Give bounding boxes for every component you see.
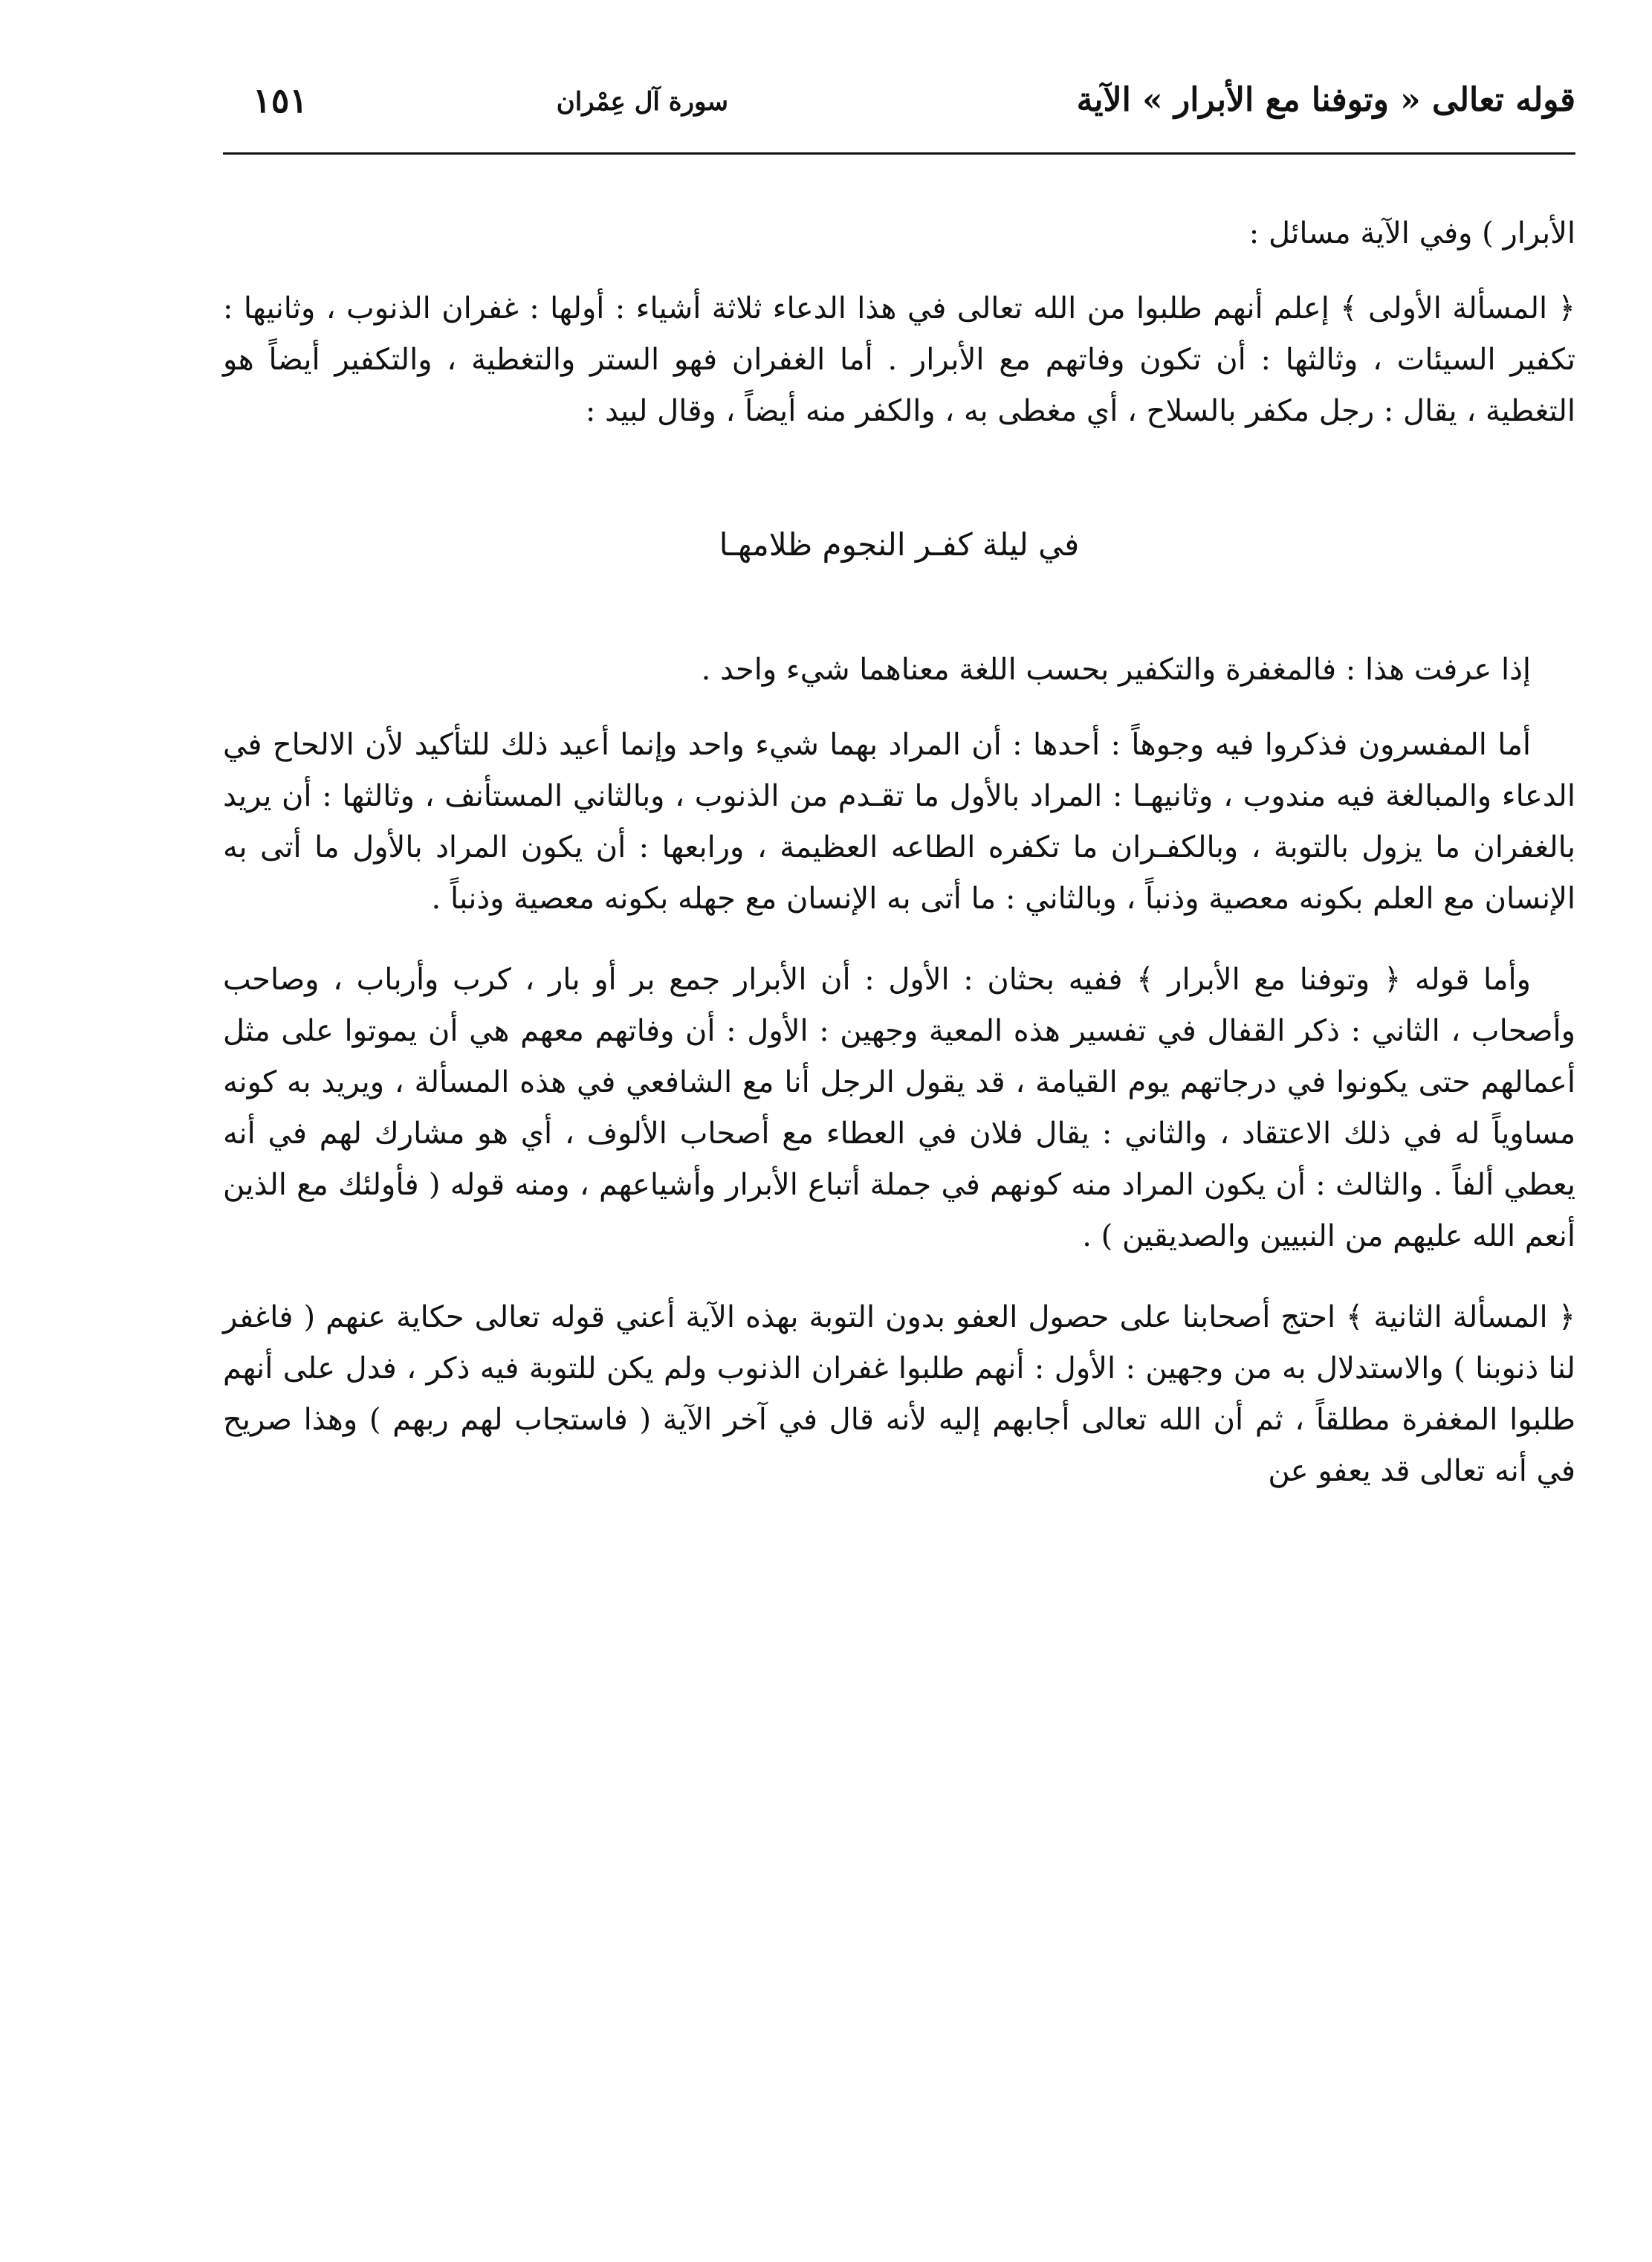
paragraph-commentators: أما المفسرون فذكروا فيه وجوهاً : أحدها : أن المراد بهما شيء واحد وإنما أعيد ذلك للتأكيد لأن الالحاح في الدعاء والمبالغة فيه مندوب ، وثانيهـا : المراد بالأول ما تقـدم من الذنوب ، وبالثاني المستأنف ، وثالثها : أن يريد بالغفران ما يزول بالتوبة ، وبالكفـران ما تكفره الطاعه العظيمة ، ورابعها : أن يكون المراد بالأول ما أتى به الإنسان مع العلم بكونه معصية وذنباً ، وبالثاني : ما أتى به الإنسان مع جهله بكونه معصية وذنباً .: [223, 728, 1575, 916]
paragraph-conclusion: إذا عرفت هذا : فالمغفرة والتكفير بحسب اللغة معناهما شيء واحد .: [701, 653, 1531, 687]
paragraph-righteous: وأما قوله ﴿ وتوفنا مع الأبرار ﴾ ففيه بحثان : الأول : أن الأبرار جمع بر أو بار ، كرب وأرباب ، وصاحب وأصحاب ، الثاني : ذكر القفال في تفسير هذه المعية وجهين : الأول : أن وفاتهم معهم هي أن يموتوا على مثل أعمالهم حتى يكونوا في درجاتهم يوم القيامة ، قد يقول الرجل أنا مع الشافعي في هذه المسألة ، ويريد به كونه مساوياً له في ذلك الاعتقاد ، والثاني : يقال فلان في العطاء مع أصحاب الألوف ، أي هو مشارك لهم في أنه يعطي ألفاً . والثالث : أن يكون المراد منه كونهم في جملة أتباع الأبرار وأشياعهم ، ومنه قوله ( فأولئك مع الذين أنعم الله عليهم من النبيين والصديقين ) .: [223, 963, 1575, 1253]
page-body: [223, 208, 1575, 1521]
paragraph-continuation: الأبرار ) وفي الآية مسائل :: [1248, 216, 1575, 251]
paragraph-second-issue: ﴿ المسألة الثانية ﴾ احتج أصحابنا على حصول العفو بدون التوبة بهذه الآية أعني قوله تعالى حكاية عنهم ( فاغفر لنا ذنوبنا ) والاستدلال به من وجهين : الأول : أنهم طلبوا غفران الذنوب ولم يكن للتوبة فيه ذكر ، فدل على أنهم طلبوا المغفرة مطلقاً ، ثم أن الله تعالى أجابهم إليه لأنه قال في آخر الآية ( فاستجاب لهم ربهم ) وهذا صريح في أنه تعالى قد يعفو عن: [223, 1300, 1575, 1488]
running-title: قوله تعالى « وتوفنا مع الأبرار » الآية: [1076, 81, 1575, 119]
page-number: ١٥١: [253, 80, 308, 120]
poem-verse: في ليلة كفـر النجوم ظلامهـا: [719, 526, 1080, 563]
page-header: [223, 71, 1575, 155]
surah-name: سورة آل عِمْران: [556, 87, 728, 117]
paragraph-first-issue: ﴿ المسألة الأولى ﴾ إعلم أنهم طلبوا من الله تعالى في هذا الدعاء ثلاثة أشياء : أولها : غفران الذنوب ، وثانيها : تكفير السيئات ، وثالثها : أن تكون وفاتهم مع الأبرار . أما الغفران فهو الستر والتغطية ، والتكفير أيضاً هو التغطية ، يقال : رجل مكفر بالسلاح ، أي مغطى به ، والكفر منه أيضاً ، وقال لبيد :: [223, 291, 1576, 428]
